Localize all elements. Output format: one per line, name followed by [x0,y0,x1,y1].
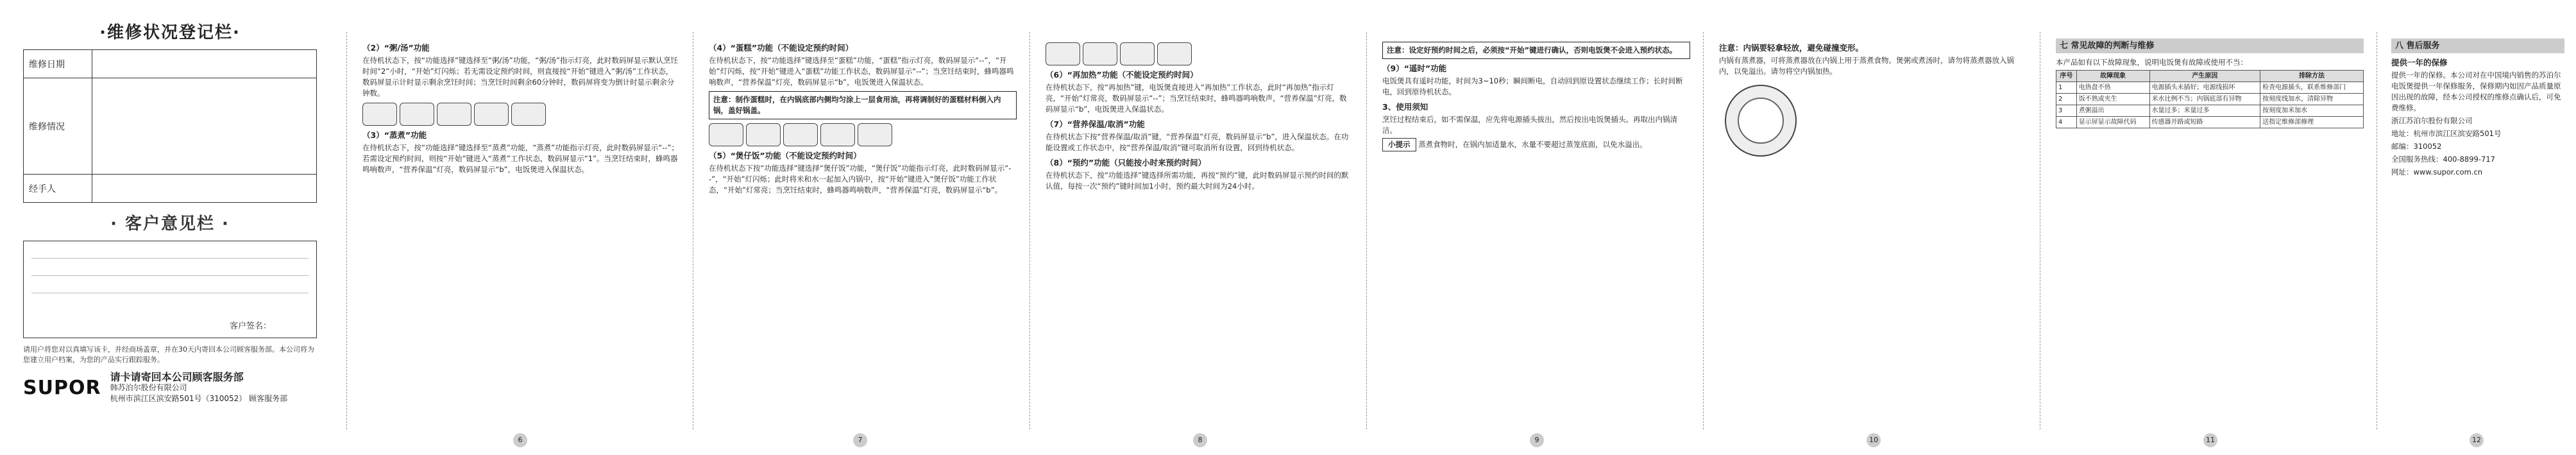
fold-line [1703,32,1704,429]
register-label: 经手人 [24,175,92,203]
table-header: 故障现象 [2076,71,2149,82]
signature-label: 客户签名： [229,322,271,331]
tip-text: 蒸煮食物时，在锅内加适量水，水量不要超过蒸笼底面，以免水溢出。 [1418,140,1647,149]
brand-line: 请卡请寄回本公司顾客服务部 [110,371,244,383]
column-page-9 [1376,39,1697,430]
table-header: 序号 [2056,71,2077,82]
table-row: 4 显示屏显示故障代码 传感器开路或短路 送指定维修部修理 [2056,117,2364,128]
inner-pot-illustration [1719,79,1802,162]
page-number: 10 [1867,433,1881,447]
table-row: 3 煮粥溢出 水量过多；米量过多 按刻度加米加水 [2056,105,2364,117]
section-text: 本产品如有以下故障现象，说明电饭煲有故障或使用不当： [2056,58,2248,67]
section-heading: 3、使用须知 [1382,102,1428,112]
section-text: 在待机状态下，按“功能选择”键选择至“蛋糕”功能，“蛋糕”指示灯亮，数码屏显示“--”，“开始”灯闪烁，按“开始”键进入“蛋糕”功能工作状态，数码屏显示“--”；当烹饪结束时，蜂鸣器鸣响数声，“营养保温”灯亮，数码屏显示“b”，电饭煲进入保温状态。 [709,56,1014,87]
section-heading: 注意：内锅要轻拿轻放，避免碰撞变形。 [1719,43,1864,53]
register-table [23,49,317,203]
table-header: 排除方法 [2260,71,2364,82]
section-text: 在待机状态下，按“功能选择”键选择至“粥/汤”功能，“粥/汤”指示灯亮，此时数码屏显示默认烹饪时间“2”小时，“开始”灯闪烁；若无需设定预约时间，则直接按“开始”键进入“粥/汤”工作状态，数码屏显示计时显示剩余烹饪时间；当烹饪时间剩余60分钟时，数码屏将变为倒计时显示剩余分钟数。 [362,56,678,98]
service-postcode: 邮编：310052 [2391,142,2442,151]
brand-line: 杭州市滨江区滨安路501号（310052） 顾客服务部 [110,394,288,403]
page-number: 7 [853,433,867,447]
service-website: 网址：www.supor.com.cn [2391,167,2483,176]
column-page-12 [2385,36,2571,427]
notice-text: 请用户将您对以真填写该卡，并经商场盖章，并在30天内寄回本公司顾客服务部。本公司将为您建立用户档案，为您的产品实行跟踪服务。 [23,345,314,364]
opinion-box [23,241,317,338]
brand-line: 韩苏泊尔股份有限公司 [110,383,187,392]
service-company: 浙江苏泊尔股份有限公司 [2391,116,2473,125]
section-heading: （4）“蛋糕”功能（不能设定预约时间） [709,43,854,53]
tip-label: 小提示 [1382,138,1416,151]
page-number: 11 [2203,433,2217,447]
page-number: 8 [1193,433,1207,447]
control-panel-illustration [1046,42,1353,65]
section-heading: （5）“煲仔饭”功能（不能设定预约时间） [709,151,861,160]
page-number: 12 [2470,433,2484,447]
table-row: 2 饭不熟或夹生 米水比例不当；内锅底部有异物 按刻度线加水，清除异物 [2056,94,2364,105]
section-text: 烹饪过程结束后，如不需保温，应先将电源插头拔出，然后按出电饭煲插头。再取出内锅清洁。 [1382,115,1677,135]
warning-box: 注意：设定好预约时间之后，必须按“开始”键进行确认，否则电饭煲不会进入预约状态。 [1382,42,1690,59]
brand-row [23,372,317,404]
section-heading: （6）“再加热”功能（不能设定预约时间） [1046,70,1198,80]
column-page-6 [356,39,686,430]
column-page-7 [702,39,1023,430]
section-heading: （7）“营养保温/取消”功能 [1046,119,1145,129]
section-heading: （2）“粥/汤”功能 [362,43,430,53]
page-number: 6 [513,433,527,447]
section-text: 在待机状态下，按“再加热”键，电饭煲直接进入“再加热”工作状态，此时“再加热”指示灯亮，“开始”灯常亮，数码屏显示“--”；当烹饪结束时，蜂鸣器鸣响数声，“营养保温”灯亮，数码屏显示“b”，电饭煲进入保温状态。 [1046,83,1347,114]
register-label: 维修日期 [24,50,92,78]
fold-line [1366,32,1367,429]
control-panel-illustration [709,123,1017,146]
fault-table [2056,70,2364,128]
warning-box: 注意：制作蛋糕时，在内锅底部内侧均匀涂上一层食用油，再将调制好的蛋糕材料倒入内锅，盖好锅盖。 [709,91,1017,119]
service-header: 提供一年的保修 [2391,58,2448,67]
section-text: 在待机状态下按“营养保温/取消”键，“营养保温”灯亮，数码屏显示“b”，进入保温状态。在功能设置或工作状态中，按“营养保温/取消”键可取消所有设置，回到待机状态。 [1046,132,1349,152]
opinion-title: · 客户意见栏 · [110,214,230,234]
section-text: 提供一年的保修。本公司对在中国境内销售的苏泊尔电饭煲提供一年保修服务，保修期内如因产品质量原因出现的故障，经本公司授权的维修点确认后，可免费维修。 [2391,71,2561,112]
control-panel-illustration [362,103,680,126]
section-text: 电饭煲具有遥时功能，时间为3~10秒；瞬间断电，自动回到原设置状态继续工作；长时间断电，回到原待机状态。 [1382,76,1683,96]
service-hotline: 全国服务热线：400-8899-717 [2391,155,2495,164]
register-title: ·维修状况登记栏· [99,23,241,42]
section-text: 在待机状态下按“功能选择”键选择“煲仔饭”功能，“煲仔饭”功能指示灯亮，此时数码屏显示“--”，“开始”灯闪烁；此时将米和水一起加入内锅中，按“开始”键进入“煲仔饭”功能工作状态，“开始”灯常亮；当烹饪结束时，蜂鸣器鸣响数声，“营养保温”灯亮，数码屏显示“b”。 [709,164,1012,194]
section-text: 在待机状态下，按“功能选择”键选择所需功能，再按“预约”键，此时数码屏显示预约时间的默认值，每按一次“预约”键时间加1小时，预约最大时间为24小时。 [1046,171,1349,191]
register-label: 维修情况 [24,78,92,175]
section-heading: （9）“遥时”功能 [1382,64,1447,73]
section-heading: （8）“预约”功能（只能按小时来预约时间） [1046,158,1207,167]
fold-line [346,32,347,429]
column-page-10 [1713,39,2033,430]
supor-logo: SUPOR [23,377,101,399]
table-row: 1 电热盘不热 电源插头未插好；电源线损坏 检查电源插头，联系维修部门 [2056,82,2364,94]
column-page-8 [1039,39,1360,430]
section-heading: 七 常见故障的判断与维修 [2056,39,2364,53]
table-header: 产生原因 [2149,71,2260,82]
page-number: 9 [1530,433,1544,447]
section-text: 在待机状态下，按“功能选择”键选择至“蒸煮”功能，“蒸煮”功能指示灯亮，此时数码屏显示“--”；若需设定预约时间，则按“开始”键进入“蒸煮”工作状态，数码屏显示“1”。当烹饪结束时，蜂鸣器鸣响数声，“营养保温”灯亮，数码屏显示“b”，电饭煲进入保温状态。 [362,143,679,174]
section-heading: （3）“蒸煮”功能 [362,130,427,140]
service-address: 地址：杭州市滨江区滨安路501号 [2391,129,2502,138]
column-page-11 [2049,36,2370,427]
left-panel [13,9,327,433]
service-title: 八 售后服务 [2391,39,2564,53]
section-text: 内锅有蒸煮器，可将蒸煮器放在内锅上用于蒸煮食物。煲粥或煮汤时，请勿将蒸煮器放入锅内，以免溢出。请勿将空内锅加热。 [1719,56,2014,76]
